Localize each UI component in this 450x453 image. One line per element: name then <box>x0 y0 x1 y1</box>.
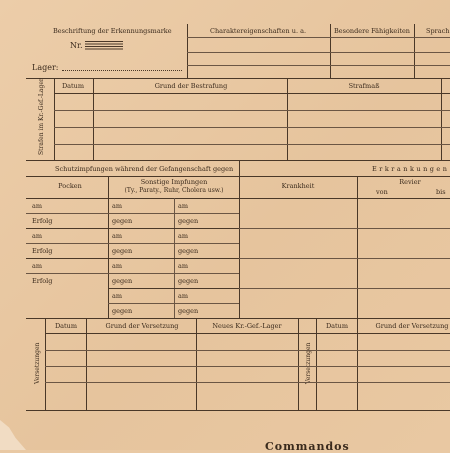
impf-sonst-cell: gegen <box>178 277 199 285</box>
impf-sonst-cell: gegen <box>178 217 199 225</box>
lager-label: Lager: <box>32 63 59 72</box>
impf-sonst-cell: am <box>112 292 123 300</box>
impf-sonst-cell: gegen <box>112 277 133 285</box>
rule <box>316 318 317 410</box>
nr-label: Nr. <box>70 41 83 50</box>
impf-sonst-cell: gegen <box>112 247 133 255</box>
rule <box>54 127 450 128</box>
neues-lager-label: Neues Kr.-Gef.-Lager <box>212 322 282 330</box>
rule <box>187 52 450 53</box>
rule <box>239 228 450 229</box>
rule <box>239 288 450 289</box>
rule <box>26 160 450 161</box>
impf-sonst-cell: gegen <box>112 217 133 225</box>
impf-sonst-cell: am <box>112 232 123 240</box>
sprach-label: Sprach <box>426 27 450 35</box>
erkennungsmarke-label: Beschriftung der Erkennungsmarke <box>53 27 172 35</box>
rule <box>26 213 239 214</box>
rule <box>54 144 450 145</box>
rule <box>108 288 239 289</box>
impf-pocken-cell: Erfolg <box>32 217 53 225</box>
rule <box>108 176 109 318</box>
rule <box>357 318 358 410</box>
impf-sonst-cell: am <box>112 202 123 210</box>
rule <box>187 37 450 38</box>
rule <box>26 228 239 229</box>
torn-corner <box>0 420 26 450</box>
impf-title: Schutzimpfungen während der Gefangenschaft gegen <box>55 165 234 173</box>
von-label: von <box>376 188 388 196</box>
impf-sonst-cell: gegen <box>178 307 199 315</box>
impf-pocken-cell: am <box>32 232 43 240</box>
impf-sonst-cell: gegen <box>112 307 133 315</box>
krankheit-label: Krankheit <box>281 182 315 190</box>
impf-pocken-cell: Erfolg <box>32 277 53 285</box>
revier-label: Revier <box>399 178 421 186</box>
impf-sonst-cell: gegen <box>178 247 199 255</box>
impf-sonst-cell: am <box>178 292 189 300</box>
charakter-label: Charaktereigenschaften u. a. <box>209 27 307 35</box>
rule <box>26 410 450 411</box>
rule <box>287 78 288 160</box>
faehigkeiten-label: Besondere Fähigkeiten <box>334 27 410 35</box>
rule <box>45 366 450 367</box>
rule <box>45 333 450 334</box>
bis-label: bis <box>436 188 446 196</box>
rule <box>54 110 450 111</box>
versetz-datum-label-2: Datum <box>325 322 349 330</box>
rule <box>26 78 450 79</box>
sonstige-label: Sonstige Impfungen <box>140 178 208 186</box>
rule <box>54 78 55 160</box>
rule <box>26 318 450 319</box>
rule <box>26 198 450 199</box>
rule <box>93 78 94 160</box>
versetz-side-label-2: Versetzungen <box>305 342 312 384</box>
versetz-grund-label-2: Grund der Versetzung <box>375 322 449 330</box>
rule <box>357 176 358 318</box>
versetz-side-label: Versetzungen <box>34 342 41 384</box>
rule <box>239 258 450 259</box>
rule <box>45 382 450 383</box>
rule <box>45 318 46 410</box>
impf-sonst-cell: am <box>178 232 189 240</box>
versetz-datum-label: Datum <box>54 322 78 330</box>
versetz-grund-label: Grund der Versetzung <box>105 322 179 330</box>
rule <box>187 65 450 66</box>
rule <box>26 258 239 259</box>
strafen-datum-label: Datum <box>61 82 85 90</box>
rule <box>330 24 331 78</box>
impf-sonst-cell: am <box>112 262 123 270</box>
impf-pocken-cell: am <box>32 262 43 270</box>
strafmass-label: Strafmaß <box>348 82 380 90</box>
lager-dotted-line <box>62 70 182 71</box>
footer-heading: Commandos <box>265 440 350 453</box>
rule <box>45 350 450 351</box>
erkr-title: Erkrankungen <box>372 165 450 173</box>
rule <box>239 160 240 318</box>
rule <box>86 318 87 410</box>
rule <box>298 318 299 410</box>
rule <box>187 24 188 78</box>
rule <box>441 78 442 160</box>
rule <box>54 93 450 94</box>
impf-pocken-cell: Erfolg <box>32 247 53 255</box>
rule <box>26 273 239 274</box>
impf-sonst-cell: am <box>178 202 189 210</box>
strafen-grund-label: Grund der Bestrafung <box>154 82 228 90</box>
rule <box>108 303 239 304</box>
pocken-label: Pocken <box>58 182 82 190</box>
rule <box>414 24 415 78</box>
strafen-side-label: Strafen im Kr.-Gef.-Lager <box>38 78 45 155</box>
impf-sonst-cell: am <box>178 262 189 270</box>
sonstige-sub-label: (Ty., Paraty., Ruhr, Cholera usw.) <box>124 187 224 194</box>
rule <box>26 243 239 244</box>
rule <box>26 176 450 177</box>
impf-pocken-cell: am <box>32 202 43 210</box>
rule <box>196 318 197 410</box>
nr-hatched-box <box>85 41 123 51</box>
